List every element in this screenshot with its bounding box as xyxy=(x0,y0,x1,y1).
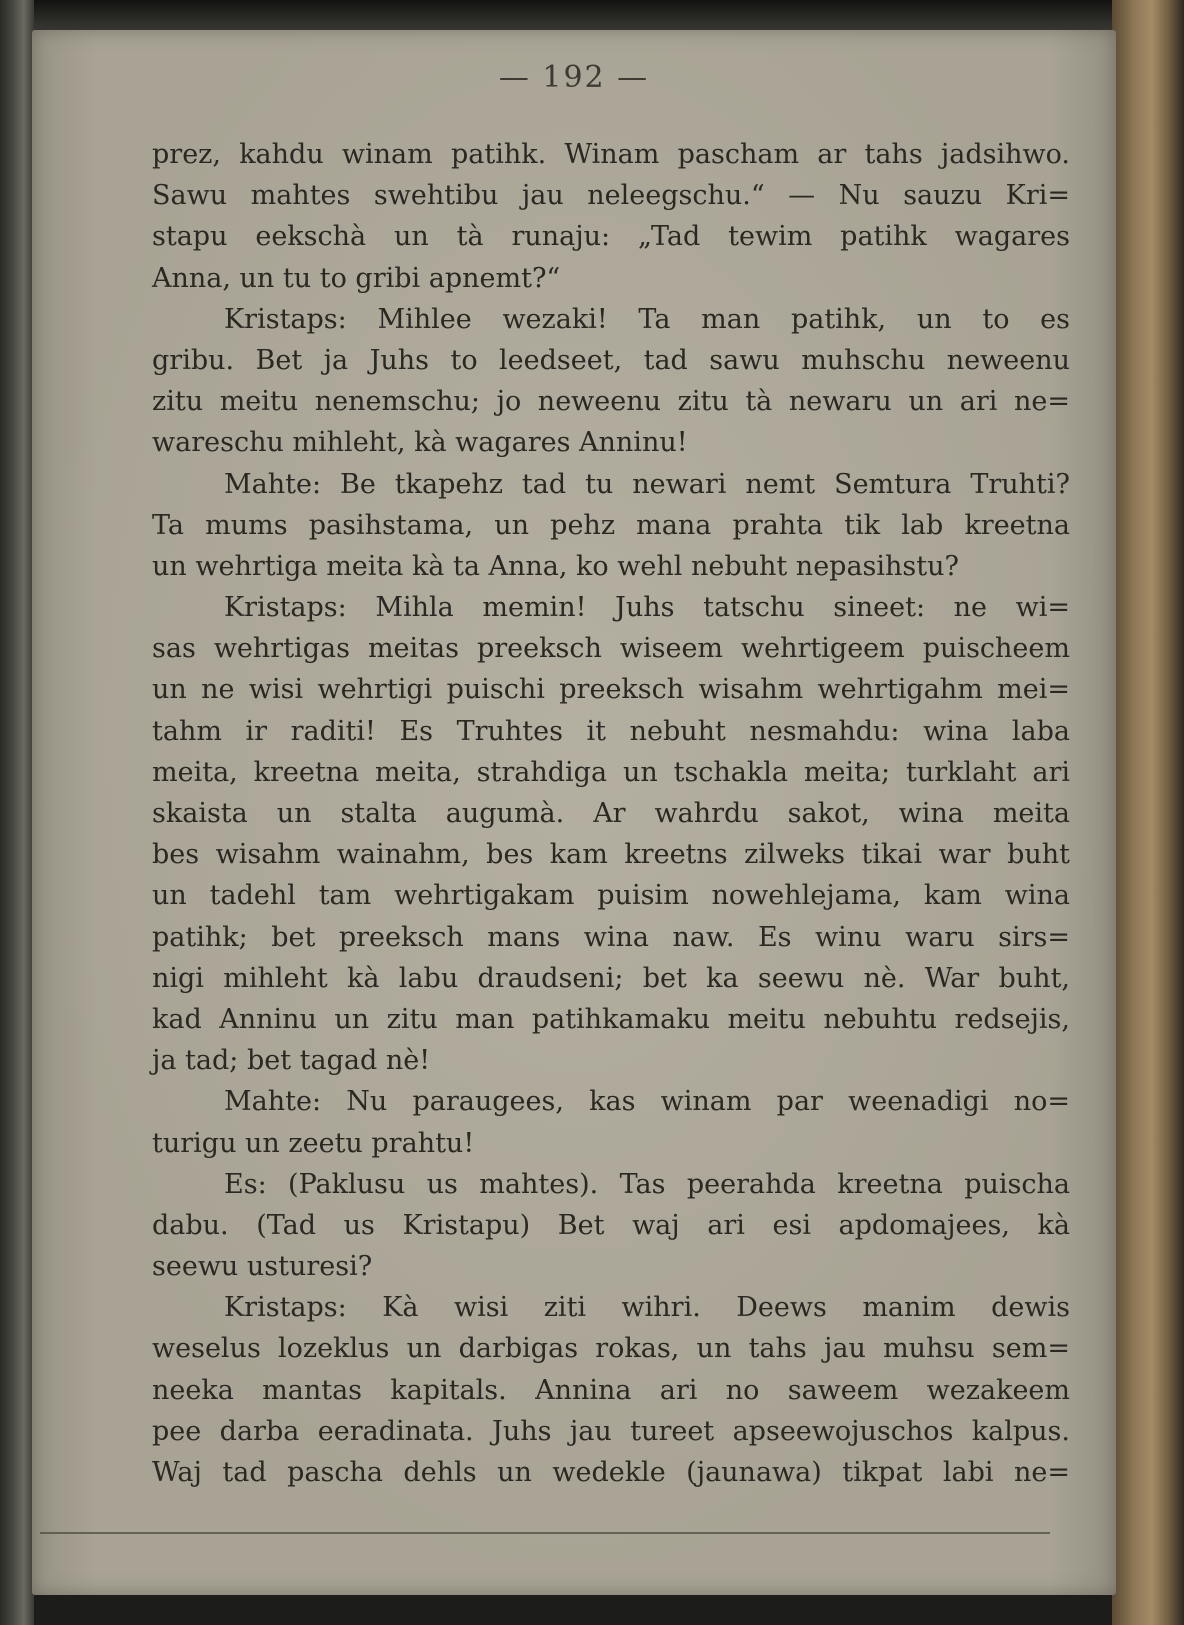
page-sheet xyxy=(32,30,1116,1595)
text-line: Mahte: Nu paraugees, kas winam par weenadigi no= xyxy=(224,1086,1070,1118)
text-line: skaista un stalta augumà. Ar wahrdu sakot, wina meita xyxy=(152,798,1070,829)
text-line: Mahte: Be tkapehz tad tu newari nemt Semtura Truhti? xyxy=(224,468,1070,500)
text-line: pee darba eeradinata. Juhs jau tureet apseewojuschos kalpus. xyxy=(152,1415,1070,1447)
text-line: Kristaps: Mihlee wezaki! Ta man patihk, un to es xyxy=(224,303,1070,335)
text-line: Ta mums pasihstama, un pehz mana prahta tik lab kreetna xyxy=(152,509,1070,541)
text-line: Sawu mahtes swehtibu jau neleegschu.“ — Nu sauzu Kri= xyxy=(152,180,1070,212)
text-line: stapu eekschà un tà runaju: „Tad tewim patihk wagares xyxy=(152,221,1070,253)
text-line: Es: (Paklusu us mahtes). Tas peerahda kreetna puischa xyxy=(224,1168,1070,1200)
text-line: seewu usturesi? xyxy=(152,1251,373,1283)
text-line: neeka mantas kapitals. Annina ari no saweem wezakeem xyxy=(152,1374,1070,1406)
text-line: dabu. (Tad us Kristapu) Bet waj ari esi apdomajees, kà xyxy=(152,1209,1070,1241)
text-line: un wehrtiga meita kà ta Anna, ko wehl nebuht nepasihstu? xyxy=(152,550,960,582)
text-line: Waj tad pascha dehls un wedekle (jaunawa) tikpat labi ne= xyxy=(152,1457,1070,1488)
text-line: weselus lozeklus un darbigas rokas, un tahs jau muhsu sem= xyxy=(152,1333,1070,1365)
text-line: meita, kreetna meita, strahdiga un tschakla meita; turklaht ari xyxy=(152,756,1070,788)
text-line: sas wehrtigas meitas preeksch wiseem wehrtigeem puischeem xyxy=(152,633,1070,665)
text-line: un tadehl tam wehrtigakam puisim nowehlejama, kam wina xyxy=(152,880,1070,912)
text-line: tahm ir raditi! Es Truhtes it nebuht nesmahdu: wina laba xyxy=(152,715,1070,747)
text-line: Kristaps: Kà wisi ziti wihri. Deews manim dewis xyxy=(224,1292,1070,1324)
text-line: prez, kahdu winam patihk. Winam pascham ar tahs jadsihwo. xyxy=(152,139,1070,170)
text-line: patihk; bet preeksch mans wina naw. Es winu waru sirs= xyxy=(152,921,1070,953)
text-line: ja tad; bet tagad nè! xyxy=(152,1045,431,1077)
text-line: turigu un zeetu prahtu! xyxy=(152,1127,475,1159)
book-cover-edge xyxy=(1112,0,1184,1625)
page-bottom-edge xyxy=(40,1532,1050,1534)
text-line: Kristaps: Mihla memin! Juhs tatschu sineet: ne wi= xyxy=(224,592,1070,624)
text-line: Anna, un tu to gribi apnemt?“ xyxy=(152,262,561,294)
text-line: gribu. Bet ja Juhs to leedseet, tad sawu muhschu neweenu xyxy=(152,344,1070,376)
book-spine-edge xyxy=(0,0,34,1625)
text-line: zitu meitu nenemschu; jo neweenu zitu tà newaru un ari ne= xyxy=(152,386,1070,418)
page-number: — 192 — xyxy=(498,60,650,95)
text-line: wareschu mihleht, kà wagares Anninu! xyxy=(152,427,688,459)
text-line: bes wisahm wainahm, bes kam kreetns zilweks tikai war buht xyxy=(152,839,1070,871)
text-line: un ne wisi wehrtigi puischi preeksch wisahm wehrtigahm mei= xyxy=(152,674,1070,706)
body-text xyxy=(152,134,1070,1493)
text-line: kad Anninu un zitu man patihkamaku meitu nebuhtu redsejis, xyxy=(152,1003,1070,1035)
text-line: nigi mihleht kà labu draudseni; bet ka seewu nè. War buht, xyxy=(152,962,1070,994)
